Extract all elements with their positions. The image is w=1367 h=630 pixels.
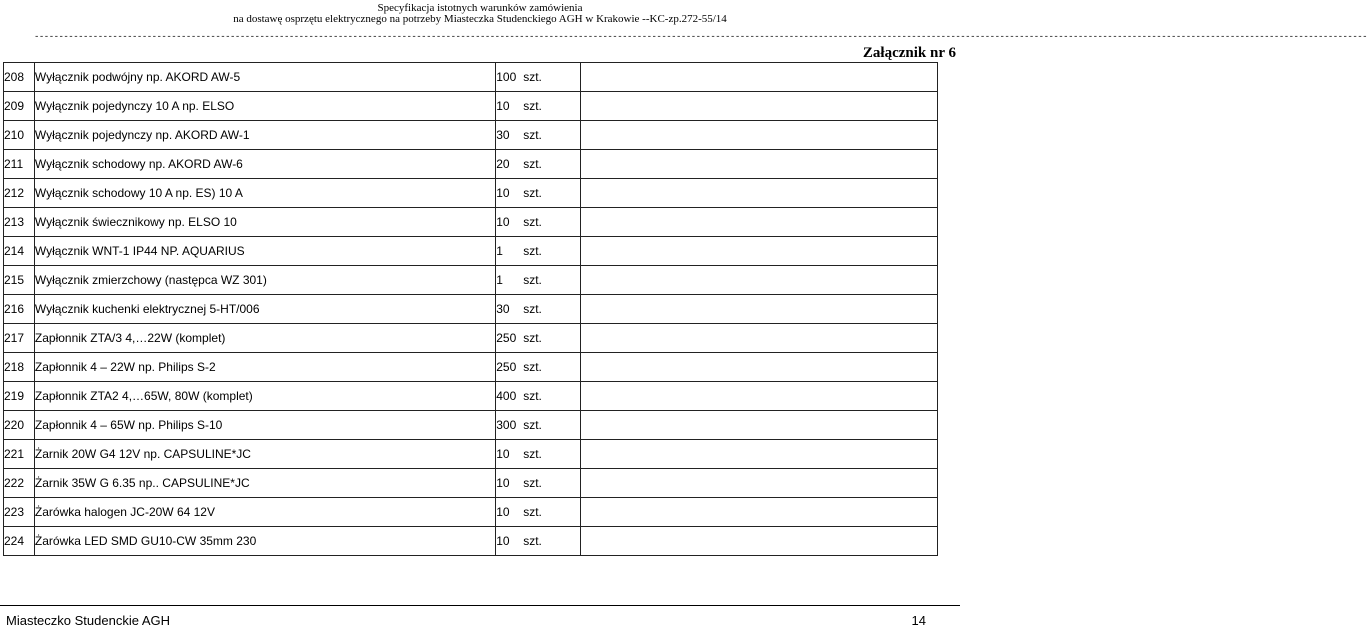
item-quantity	[496, 469, 580, 498]
quantity-value: 100	[496, 70, 517, 84]
header-dash-separator: --------------------------------------------------------------------------------------------------------------------------------------------------------------------------------------------------------------------------------------------------------------------------------	[34, 32, 1367, 42]
row-number: 208	[4, 63, 35, 92]
item-quantity	[496, 266, 580, 295]
quantity-value: 250	[496, 360, 517, 374]
item-quantity	[496, 121, 580, 150]
item-name: Zapłonnik ZTA/3 4,…22W (komplet)	[34, 324, 495, 353]
table-row	[4, 440, 938, 469]
quantity-unit: szt.	[523, 70, 542, 84]
annex-label: Załącznik nr 6	[862, 45, 956, 61]
table-row	[4, 179, 938, 208]
item-name: Wyłącznik świecznikowy np. ELSO 10	[34, 208, 495, 237]
table-row	[4, 498, 938, 527]
item-quantity	[496, 179, 580, 208]
table-row	[4, 150, 938, 179]
item-quantity	[496, 411, 580, 440]
empty-cell	[580, 150, 937, 179]
row-number: 221	[4, 440, 35, 469]
table-row	[4, 527, 938, 556]
quantity-unit: szt.	[523, 273, 542, 287]
item-name: Wyłącznik zmierzchowy (następca WZ 301)	[34, 266, 495, 295]
quantity-unit: szt.	[523, 215, 542, 229]
quantity-unit: szt.	[523, 360, 542, 374]
row-number: 211	[4, 150, 35, 179]
table-row	[4, 353, 938, 382]
item-quantity	[496, 237, 580, 266]
table-row	[4, 237, 938, 266]
table-row	[4, 324, 938, 353]
row-number: 224	[4, 527, 35, 556]
item-quantity	[496, 527, 580, 556]
table-row	[4, 92, 938, 121]
item-quantity	[496, 498, 580, 527]
empty-cell	[580, 179, 937, 208]
quantity-value: 300	[496, 418, 517, 432]
empty-cell	[580, 121, 937, 150]
row-number: 216	[4, 295, 35, 324]
item-quantity	[496, 150, 580, 179]
item-name: Wyłącznik kuchenki elektrycznej 5-HT/006	[34, 295, 495, 324]
quantity-value: 1	[496, 273, 503, 287]
item-name: Zapłonnik 4 – 22W np. Philips S-2	[34, 353, 495, 382]
footer-organization: Miasteczko Studenckie AGH	[6, 613, 171, 628]
quantity-value: 10	[496, 476, 510, 490]
item-name: Wyłącznik schodowy np. AKORD AW-6	[34, 150, 495, 179]
empty-cell	[580, 498, 937, 527]
page-number: 14	[911, 613, 926, 628]
row-number: 215	[4, 266, 35, 295]
quantity-unit: szt.	[523, 418, 542, 432]
quantity-unit: szt.	[523, 505, 542, 519]
item-quantity	[496, 63, 580, 92]
item-quantity	[496, 295, 580, 324]
empty-cell	[580, 237, 937, 266]
item-name: Zapłonnik 4 – 65W np. Philips S-10	[34, 411, 495, 440]
quantity-unit: szt.	[523, 128, 542, 142]
quantity-value: 30	[496, 302, 510, 316]
item-name: Żarówka halogen JC-20W 64 12V	[34, 498, 495, 527]
empty-cell	[580, 411, 937, 440]
quantity-unit: szt.	[523, 99, 542, 113]
item-name: Wyłącznik pojedynczy 10 A np. ELSO	[34, 92, 495, 121]
quantity-value: 30	[496, 128, 510, 142]
item-quantity	[496, 208, 580, 237]
quantity-value: 10	[496, 99, 510, 113]
item-name: Zapłonnik ZTA2 4,…65W, 80W (komplet)	[34, 382, 495, 411]
row-number: 223	[4, 498, 35, 527]
item-name: Wyłącznik WNT-1 IP44 NP. AQUARIUS	[34, 237, 495, 266]
quantity-unit: szt.	[523, 534, 542, 548]
quantity-unit: szt.	[523, 447, 542, 461]
item-name: Wyłącznik pojedynczy np. AKORD AW-1	[34, 121, 495, 150]
item-quantity	[496, 440, 580, 469]
item-name: Żarówka LED SMD GU10-CW 35mm 230	[34, 527, 495, 556]
empty-cell	[580, 208, 937, 237]
quantity-value: 1	[496, 244, 503, 258]
quantity-unit: szt.	[523, 244, 542, 258]
quantity-unit: szt.	[523, 186, 542, 200]
empty-cell	[580, 527, 937, 556]
row-number: 220	[4, 411, 35, 440]
quantity-value: 250	[496, 331, 517, 345]
item-name: Żarnik 20W G4 12V np. CAPSULINE*JC	[34, 440, 495, 469]
row-number: 219	[4, 382, 35, 411]
empty-cell	[580, 353, 937, 382]
item-quantity	[496, 382, 580, 411]
empty-cell	[580, 92, 937, 121]
items-table	[3, 62, 938, 556]
table-row	[4, 382, 938, 411]
empty-cell	[580, 63, 937, 92]
row-number: 212	[4, 179, 35, 208]
quantity-value: 10	[496, 447, 510, 461]
empty-cell	[580, 295, 937, 324]
quantity-unit: szt.	[523, 389, 542, 403]
table-row	[4, 208, 938, 237]
empty-cell	[580, 469, 937, 498]
footer-divider	[0, 605, 960, 606]
row-number: 210	[4, 121, 35, 150]
empty-cell	[580, 266, 937, 295]
item-name: Wyłącznik podwójny np. AKORD AW-5	[34, 63, 495, 92]
quantity-value: 10	[496, 186, 510, 200]
quantity-unit: szt.	[523, 302, 542, 316]
row-number: 209	[4, 92, 35, 121]
item-name: Żarnik 35W G 6.35 np.. CAPSULINE*JC	[34, 469, 495, 498]
quantity-unit: szt.	[523, 476, 542, 490]
quantity-value: 400	[496, 389, 517, 403]
quantity-unit: szt.	[523, 157, 542, 171]
quantity-value: 10	[496, 534, 510, 548]
empty-cell	[580, 382, 937, 411]
table-row	[4, 121, 938, 150]
row-number: 214	[4, 237, 35, 266]
item-quantity	[496, 324, 580, 353]
quantity-value: 20	[496, 157, 510, 171]
header-subtitle: na dostawę osprzętu elektrycznego na potrzeby Miasteczka Studenckiego AGH w Krakowie --KC-zp.272-55/14	[233, 13, 727, 25]
row-number: 213	[4, 208, 35, 237]
row-number: 222	[4, 469, 35, 498]
quantity-value: 10	[496, 505, 510, 519]
quantity-unit: szt.	[523, 331, 542, 345]
table-row	[4, 63, 938, 92]
row-number: 217	[4, 324, 35, 353]
item-quantity	[496, 353, 580, 382]
empty-cell	[580, 324, 937, 353]
item-name: Wyłącznik schodowy 10 A np. ES) 10 A	[34, 179, 495, 208]
table-row	[4, 266, 938, 295]
table-row	[4, 469, 938, 498]
row-number: 218	[4, 353, 35, 382]
empty-cell	[580, 440, 937, 469]
item-quantity	[496, 92, 580, 121]
table-row	[4, 295, 938, 324]
quantity-value: 10	[496, 215, 510, 229]
header-title: Specyfikacja istotnych warunków zamówienia	[377, 2, 583, 14]
table-row	[4, 411, 938, 440]
